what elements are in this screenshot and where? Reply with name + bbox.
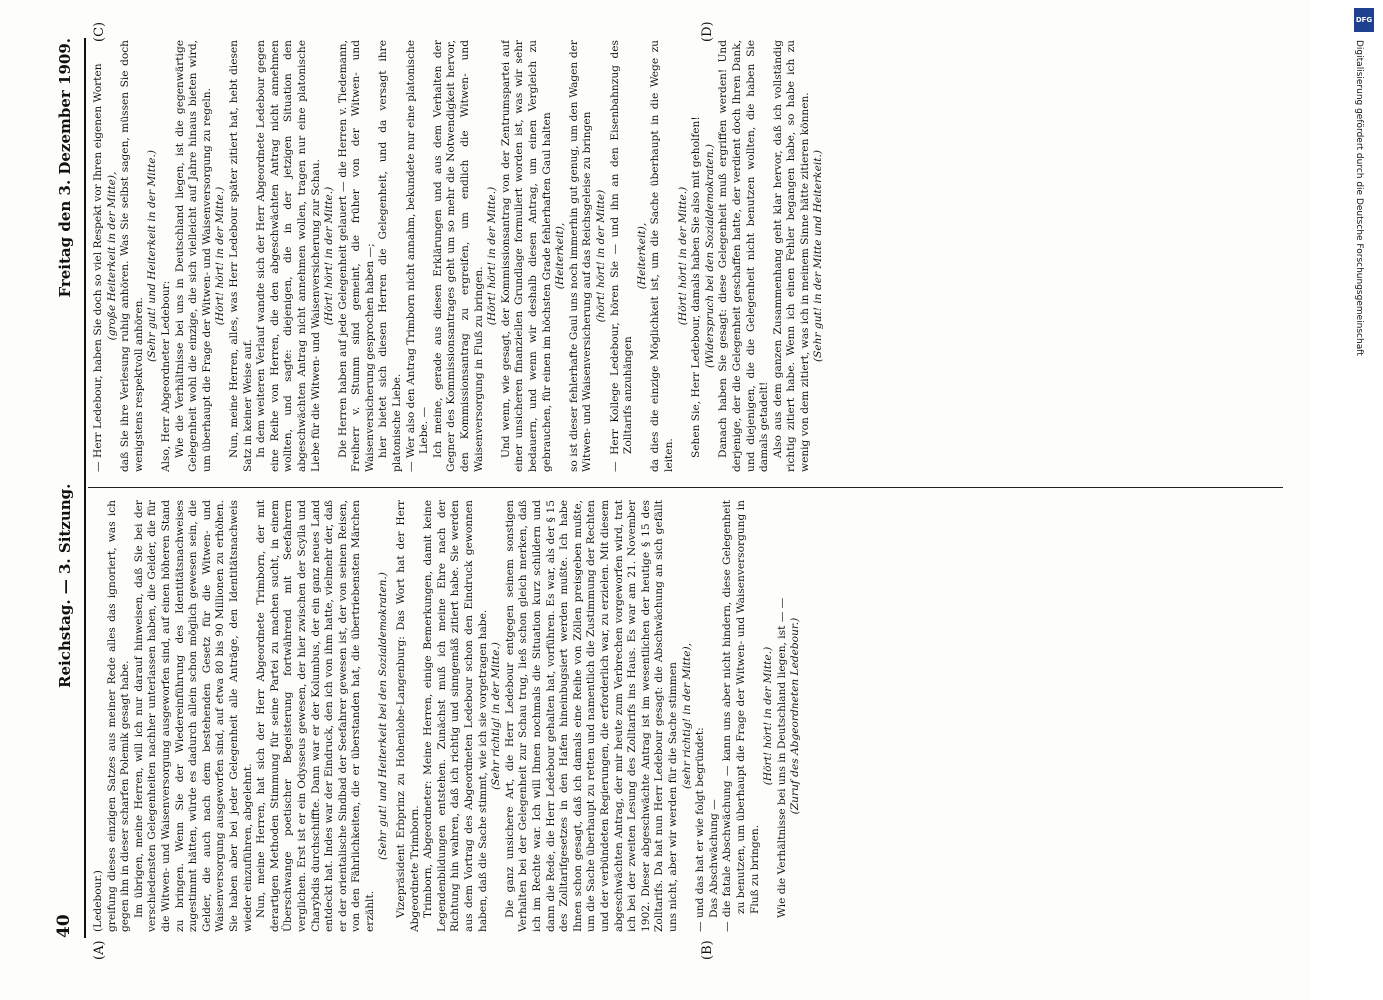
margin-marker-a: (A) [92, 940, 107, 960]
left-column [92, 500, 1282, 932]
interjection: (Widerspruch bei den Sozialdemokraten.) [703, 143, 716, 369]
running-head [54, 38, 82, 938]
interjection: (sehr richtig! in der Mitte), [680, 643, 693, 789]
quotation: — die fatale Abschwächung — kann uns aber nicht hindern, diese Gelegenheit zu benutzen, um überhaupt die Frage der Witwen- und Waisenversorgung in Fluß zu bringen. [721, 500, 761, 932]
paragraph: Nun, meine Herren, alles, was Herr Ledebour später zitiert hat, hebt diesen Satz in keiner Weise auf. [227, 40, 254, 472]
quotation: da dies die einzige Möglichkeit ist, um die Sache überhaupt in die Wege zu leiten. [649, 40, 675, 472]
paragraph: Trimborn, Abgeordneter: Meine Herren, einige Bemerkungen, damit keine Legendenbildungen entstehen. Zunächst muß ich meine Ehre nach der Richtung hin wahren, daß ich richtig und sinngemäß zitiert habe. Sie werden aus dem Vortrag des Abgeordneten Ledebour schon den Eindruck gewonnen haben, daß die Sache stimmt, wie ich sie vorgetragen habe. [422, 500, 489, 932]
paragraph: Danach haben Sie gesagt: diese Gelegenheit muß ergriffen werden! Und derjenige, der die Gelegenheit geschaffen hatte, der verdient doch Ihren Dank, und diejenigen, die die Gelegenheit nicht benutzen wollten, die haben Sie damals getadelt! [717, 40, 771, 472]
margin-marker-c: (C) [92, 21, 107, 42]
interjection: (hört! hört! in der Mitte) [594, 189, 607, 323]
digitization-credit-text: Digitalisierung gefördert durch die Deutsche Forschungsgemeinschaft [1354, 40, 1364, 356]
paragraph: Also, Herr Abgeordneter Ledebour: [159, 280, 172, 472]
speaker-tag: (Ledebour.) [92, 870, 104, 932]
quotation: Wie die Verhältnisse bei uns in Deutschland liegen, ist — — [775, 597, 788, 918]
paragraph: Nun, meine Herren, hat sich der Herr Abgeordnete Trimborn, der mit derartigen Methoden Stimmung für seine Partei zu machen sucht, in einem Überschwange poetischer Begeisterung fortwährend mit Seefahrern verglichen. Erst ist er ein Odysseus gewesen, der hier zwischen der Scylla und Charybdis durchschiffte. Dann war er der Kolumbus, der ein ganz neues Land entdeckt hat. Indes war der Eindruck, den ich von ihm hatte, vielmehr der, daß er der orientalische Sindbad der Seefahrer gewesen ist, der von seinen Reisen, von den Fährlichkeiten, die er überstanden hat, die übertriebensten Märchen erzählt. [255, 500, 376, 932]
interjection: (Heiterkeit), [554, 222, 567, 290]
quotation: Ich meine, gerade aus diesen Erklärungen und aus dem Verhalten der Gegner des Kommissionsantrages geht um so mehr die Notwendigkeit hervor, den Kommissionsantrag zu ergreifen, um endlich die Witwen- und Waisenversorgung in Fluß zu bringen. [431, 40, 485, 472]
running-head-session: Reichstag. — 3. Sitzung. [56, 483, 74, 688]
interjection: (Sehr richtig! in der Mitte.) [490, 642, 503, 790]
right-column [92, 40, 1282, 472]
header-rule [84, 38, 86, 938]
quotation: Das Abschwächung — [707, 799, 720, 918]
interjection: (Hört! hört! in der Mitte.) [323, 186, 336, 326]
dfg-logo: DFG [1354, 8, 1374, 32]
margin-marker-b: (B) [700, 940, 715, 960]
interjection: (Hört! hört! in der Mitte.) [762, 646, 775, 786]
interjection: (Hört! hört! in der Mitte.) [486, 186, 499, 326]
interjection: (Sehr gut! in der Mitte und Heiterkeit.) [812, 150, 825, 362]
quotation: Die Herren haben auf jede Gelegenheit gelauert — die Herren v. Tiedemann, Freiherr v. Stumm sind gemeint, die früher von der Witwen- und Waisenversicherung gesprochen haben —; [336, 40, 376, 472]
paragraph: Also aus dem ganzen Zusammenhang geht klar hervor, daß ich vollständig richtig zitiert habe. Wenn ich einen Fehler begangen habe, so habe ich zu wenig von dem zitiert, was ich in meinem Sinne hätte zitieren können. [771, 40, 811, 472]
paragraph: — Wer also den Antrag Trimborn nicht annahm, bekundete nur eine platonische Liebe. — [404, 40, 431, 472]
chair-remark: Vizepräsident Erbprinz zu Hohenlohe-Langenburg: Das Wort hat der Herr Abgeordnete Trimborn. [395, 500, 421, 932]
interjection: (Hört! hört! in der Mitte.) [214, 186, 227, 326]
paragraph: Sehen Sie, Herr Ledebour, damals haben Sie also mit geholfen! [690, 116, 703, 458]
quotation: so ist dieser fehlerhafte Gaul uns noch immerhin gut genug, um den Wagen der Witwen- und Waisenversicherung auf das Reichsgeleise zu bringen [567, 40, 594, 472]
quotation: Wie die Verhältnisse bei uns in Deutschland liegen, ist die gegenwärtige Gelegenheit wohl die einzige, die sich vielleicht auf Jahre hinaus bieten wird, um überhaupt die Frage der Witwen- und Waisenversorgung zu regeln. [173, 40, 213, 472]
running-head-date: Freitag den 3. Dezember 1909. [56, 38, 74, 298]
quotation: hier bietet sich diesen Herren die Gelegenheit, und da versagt ihre platonische Liebe. [377, 40, 404, 472]
interjection: (Sehr gut! und Heiterkeit in der Mitte.) [146, 150, 159, 362]
paragraph: Die ganz unsichere Art, die Herr Ledebour entgegen seinem sonstigen Verhalten bei der Gelegenheit zur Schau trug, ließ schon gleich merken, daß ich im Rechte war. Ich will Ihnen nochmals die Situation kurz schildern und dann die Rede, die Herr Ledebour gehalten hat, vorführen. Es war, als der § 15 des Zolltarifgesetzes in den Hafen hineinbugsiert werden mußte. Ich habe Ihnen schon gesagt, daß ich damals eine Reihe von Zöllen preisgeben mußte, um die Sache überhaupt zu retten und namentlich die Zustimmung der Rechten und der verbündeten Regierungen, die erforderlich war, zu erzielen. Mit diesem abgeschwächten Antrag, der mir heute zum Verbrechen vorgeworfen wird, trat ich bei der zweiten Lesung des Zolltarifs ins Haus. Es war am 21. November 1902. Dieser abgeschwächte Antrag ist im wesentlichen der heutige § 15 des Zolltarifs. Da hat nun Herr Ledebour gesagt: die Abschwächung an sich gefällt uns nicht, aber wir werden für die Sache stimmen [503, 500, 679, 932]
interjection: (Zuruf des Abgeordneten Ledebour.) [789, 617, 802, 815]
quotation: — Herr Kollege Ledebour, hören Sie — und ihn an den Eisenbahnzug des Zolltarifs anzuhängen [608, 40, 635, 472]
digitization-credit [1352, 6, 1376, 991]
paragraph: In dem weiteren Verlauf wandte sich der Herr Abgeordnete Ledebour gegen eine Reihe von Herren, die den abgeschwächten Antrag nicht annehmen wollten, und sagte: diejenigen, die in der jetzigen Situation den abgeschwächten Antrag nicht annehmen wollen, tragen nur eine platonische Liebe für die Witwen- und Waisenversicherung zur Schau. [255, 40, 322, 472]
paragraph: greifung dieses einzigen Satzes aus meiner Rede alles das ignoriert, was ich gegen ihn in dieser scharfen Polemik gesagt habe. [105, 500, 132, 932]
interjection: (Hört! hört! in der Mitte.) [676, 186, 689, 326]
paragraph: Im übrigen, meine Herren, will ich nur darauf hinweisen, daß Sie bei der verschiedensten Gelegenheiten nachher unterlassen haben, die Gelder, die für die Witwen- und Waisenversorgung ausgeworfen sind, auf einen höheren Stand zu bringen. Wenn Sie der Wiedereinführung des Identitätsnachweises zugestimmt hätten, würde es dadurch allein schon möglich gewesen sein, die Gelder, die auch nach dem bestehenden Gesetz für die Witwen- und Waisenversorgung ausgeworfen sind, auf etwa 80 bis 90 Millionen zu erhöhen. Sie haben aber bei jeder Gelegenheit alle Anträge, den Identitätsnachweis wieder einzuführen, abgelehnt. [132, 500, 254, 932]
paragraph: daß Sie ihre Verlesung ruhig anhören. Was Sie selbst sagen, müssen Sie doch wenigstens respektvoll anhören. [119, 40, 145, 472]
quotation: Und wenn, wie gesagt, der Kommissionsantrag von der Zentrumspartei auf einer unsicheren finanziellen Grundlage formuliert worden ist, was wir sehr bedauern, und wenn wir deshalb diesen Antrag, um einen Vergleich zu gebrauchen, für einen im höchsten Grade fehlerhaften Gaul halten [499, 40, 553, 472]
interjection: (Heiterkeit), [635, 222, 648, 290]
page-number: 40 [54, 914, 74, 938]
paragraph: — und das hat er wie folgt begründet: [694, 727, 707, 932]
interjection: (Sehr gut! und Heiterkeit bei den Sozialdemokraten.) [377, 572, 390, 860]
interjection: (große Heiterkeit in der Mitte), [105, 171, 118, 341]
margin-marker-d: (D) [700, 21, 715, 42]
paragraph: — Herr Ledebour, haben Sie doch so viel Respekt vor Ihren eigenen Worten [92, 63, 104, 472]
column-divider [88, 487, 1283, 488]
